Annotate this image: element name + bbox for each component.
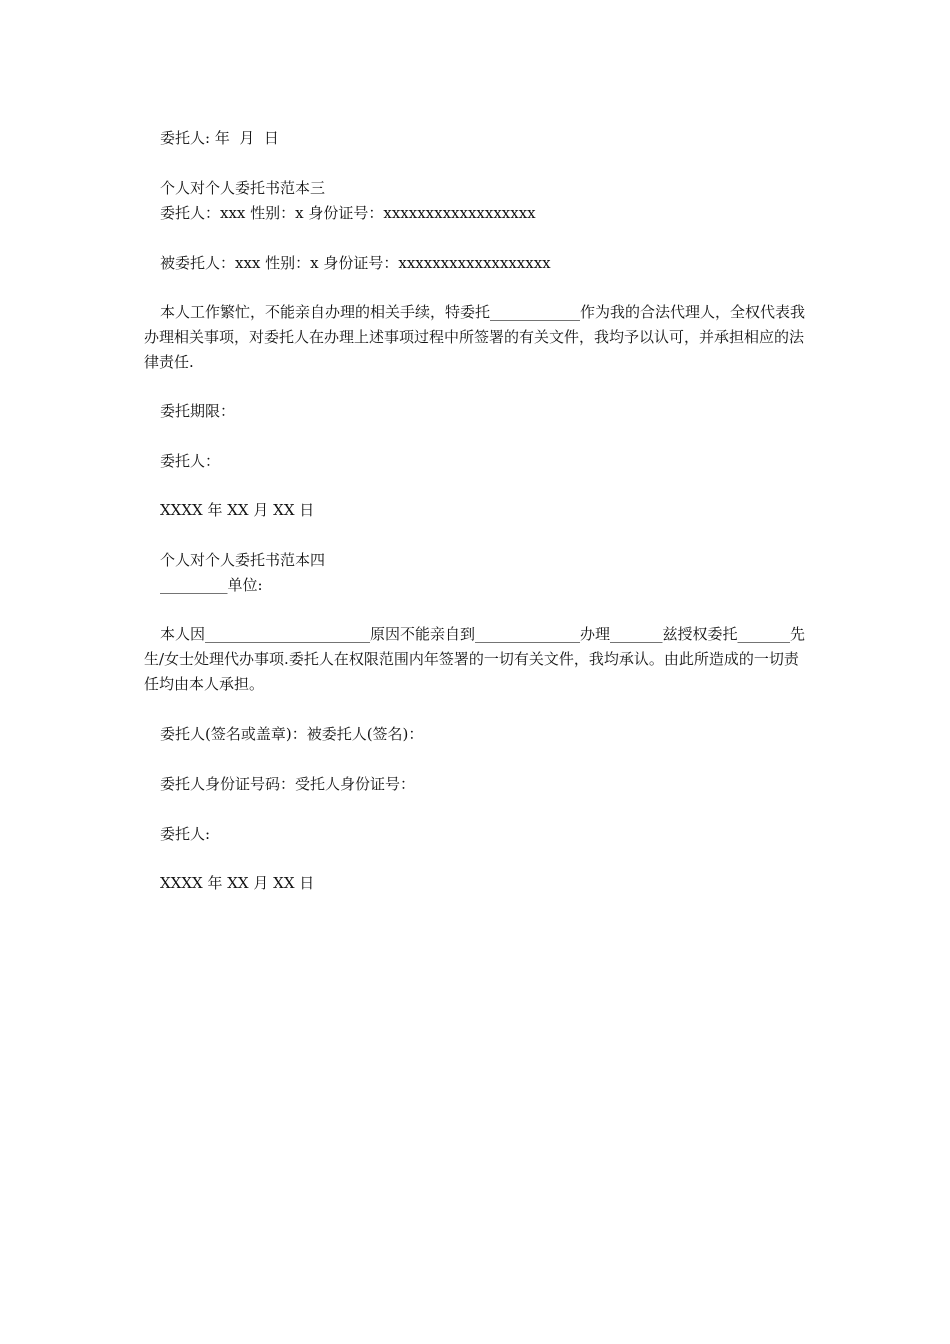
sample3-title: 个人对个人委托书范本三 <box>160 179 326 197</box>
sample3-date: XXXX 年 XX 月 XX 日 <box>160 501 315 519</box>
sample3-body-paragraph: 本人工作繁忙，不能亲自办理的相关手续，特委托____________作为我的合法代理人，全权代表我办理相关事项，对委托人在办理上述事项过程中所签署的有关文件，我均予以认可，并承担相应的法律责任. <box>144 303 806 371</box>
sample4-principal-sign: 委托人: <box>160 825 211 843</box>
sample4-title: 个人对个人委托书范本四 <box>160 551 326 569</box>
sample4-signatures: 委托人(签名或盖章)：被委托人(签名)： <box>160 725 424 743</box>
sample3-term: 委托期限： <box>160 402 236 420</box>
sample3-principal-sign: 委托人： <box>160 452 221 470</box>
date-line: 委托人: 年 月 日 <box>160 129 279 147</box>
sample4-body-paragraph: 本人因______________________原因不能亲自到______________办理_______兹授权委托_______先生/女士处理代办事项.委托人在权限范围内年签署的一切有关文件，我均承认。由此所造成的一切责任均由本人承担。 <box>144 625 806 693</box>
sample4-unit-line: _________单位: <box>160 576 263 594</box>
sample3-agent-line: 被委托人：xxx 性别：x 身份证号：xxxxxxxxxxxxxxxxxx <box>160 254 551 272</box>
sample4-id-numbers: 委托人身份证号码：受托人身份证号： <box>160 775 416 793</box>
sample3-principal-line: 委托人：xxx 性别：x 身份证号：xxxxxxxxxxxxxxxxxx <box>160 204 536 222</box>
sample4-date: XXXX 年 XX 月 XX 日 <box>160 874 315 892</box>
